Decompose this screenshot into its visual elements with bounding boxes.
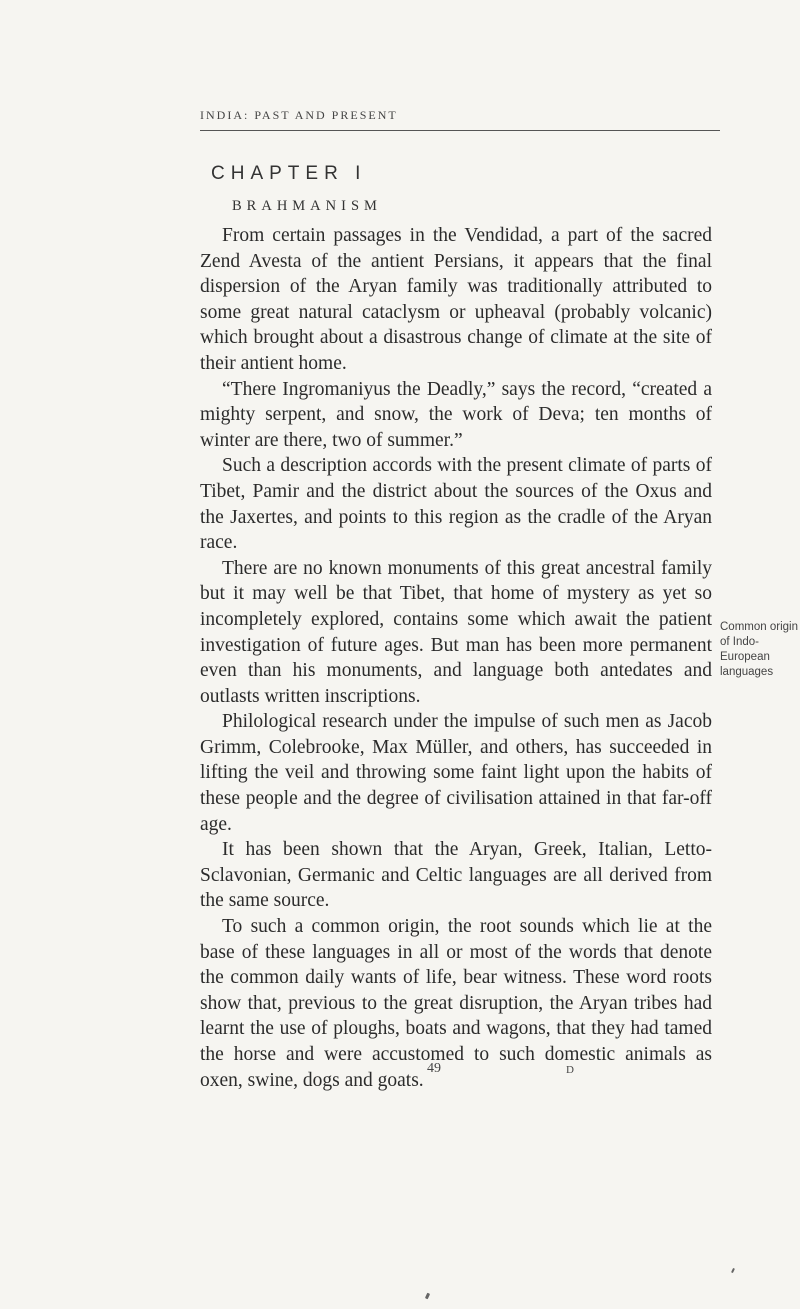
ink-speck xyxy=(731,1268,735,1273)
chapter-title: BRAHMANISM xyxy=(232,198,382,214)
body-text xyxy=(200,223,712,1093)
page-number: 49 xyxy=(427,1061,441,1076)
paragraph: To such a common origin, the root sounds which lie at the base of these languages in all or most of the words that denote the common daily wants of life, bear witness. These word roots show that, previous to the great disruption, the Aryan tribes had learnt the use of ploughs, boats and wagons, that they had tamed the horse and were accustomed to such domestic animals as oxen, swine, dogs and goats. xyxy=(200,916,712,1091)
paragraph: Philological research under the impulse of such men as Jacob Grimm, Colebrooke, Max Müller, and others, has succeeded in lifting the veil and throwing some faint light upon the habits of these people and the degree of civilisation attained in that far-off age. xyxy=(200,711,712,835)
paragraph: Such a description accords with the present climate of parts of Tibet, Pamir and the district about the sources of the Oxus and the Jaxertes, and points to this region as the cradle of the Aryan race. xyxy=(200,455,712,554)
paragraph: From certain passages in the Vendidad, a part of the sacred Zend Avesta of the antient Persians, it appears that the final dispersion of the Aryan family was traditionally attributed to some great natural cataclysm or upheaval (probably volcanic) which brought about a disastrous change of climate at the site of their antient home. xyxy=(200,225,712,374)
signature-mark: D xyxy=(566,1064,574,1076)
header-rule xyxy=(200,130,720,131)
chapter-heading-text: CHAPTER I xyxy=(211,163,367,184)
ink-speck xyxy=(425,1293,430,1300)
paragraph: “There Ingromaniyus the Deadly,” says the record, “created a mighty serpent, and snow, the work of Deva; ten months of winter are there, two of summer.” xyxy=(200,378,712,451)
paragraph: It has been shown that the Aryan, Greek, Italian, Letto-Sclavonian, Germanic and Celtic languages are all derived from the same source. xyxy=(200,839,712,912)
running-head: INDIA: PAST AND PRESENT xyxy=(200,108,398,122)
paragraph: There are no known monuments of this great ancestral family but it may well be that Tibet, that home of mystery as yet so incompletely explored, contains some which await the patient investigation of future ages. But man has been more permanent even than his monuments, and language both antedates and outlasts written inscriptions. xyxy=(200,557,712,707)
margin-note: Common origin of Indo-European languages xyxy=(720,621,798,678)
